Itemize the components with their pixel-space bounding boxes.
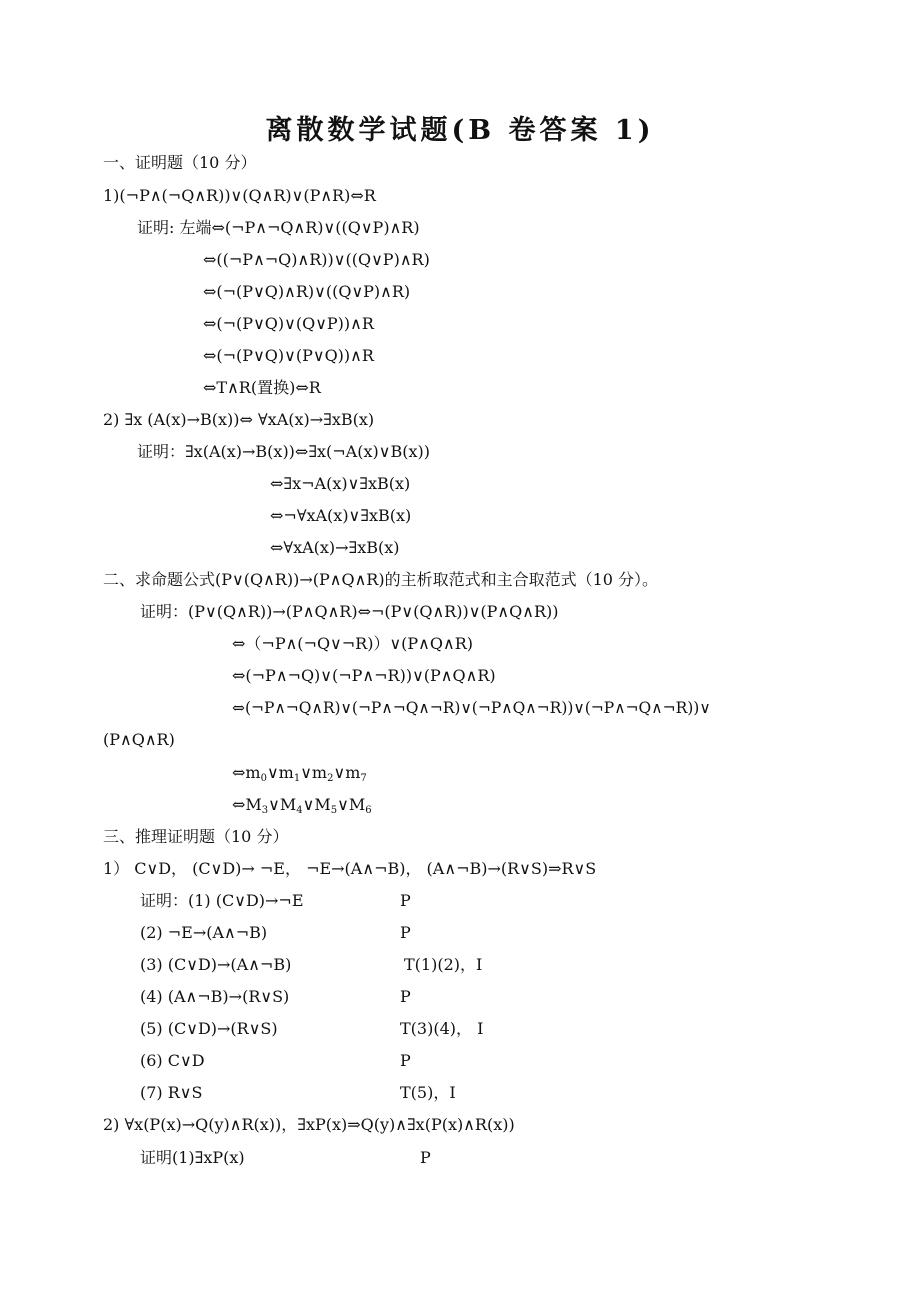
problem-1-step: ⇔(¬(P∨Q)∨(Q∨P))∧R bbox=[203, 314, 374, 333]
inference-2-statement: 2) ∀x(P(x)→Q(y)∧R(x))，∃xP(x)⇒Q(y)∧∃x(P(x)∧R(x)) bbox=[103, 1115, 515, 1134]
inference-1-row: (6) C∨D P bbox=[140, 1051, 411, 1070]
inference-reason: T(1)(2)，I bbox=[404, 955, 483, 974]
section-2-heading: 二、求命题公式(P∨(Q∧R))→(P∧Q∧R)的主析取范式和主合取范式（10 分）。 bbox=[103, 570, 659, 589]
inference-1-row: (2) ¬E→(A∧¬B) P bbox=[140, 923, 411, 942]
problem-2-step: 证明：∃x(A(x)→B(x))⇔∃x(¬A(x)∨B(x)) bbox=[137, 442, 430, 461]
problem-1-step: ⇔(¬(P∨Q)∧R)∨((Q∨P)∧R) bbox=[203, 282, 411, 301]
section-2-step: ⇔（¬P∧(¬Q∨¬R)）∨(P∧Q∧R) bbox=[232, 634, 474, 653]
problem-2-step: ⇔∃x¬A(x)∨∃xB(x) bbox=[270, 474, 411, 493]
problem-1-statement: 1)(¬P∧(¬Q∧R))∨(Q∧R)∨(P∧R)⇔R bbox=[103, 186, 376, 205]
inference-reason: P bbox=[400, 891, 411, 910]
section-2-step: ⇔(¬P∧¬Q)∨(¬P∧¬R))∨(P∧Q∧R) bbox=[232, 666, 496, 685]
inference-1-row: (5) (C∨D)→(R∨S) T(3)(4)， I bbox=[140, 1019, 484, 1038]
section-2-step: 证明：(P∨(Q∧R))→(P∧Q∧R)⇔¬(P∨(Q∧R))∨(P∧Q∧R)) bbox=[140, 602, 559, 621]
principal-conjunctive-form: $\Leftrightarrow M_3\vee M_4\vee M_5\vee M_6$ bbox=[232, 795, 372, 816]
inference-1-row: (7) R∨S T(5)，I bbox=[140, 1083, 456, 1102]
inference-1-row: 证明：(1) (C∨D)→¬E P bbox=[140, 891, 411, 910]
problem-1-step: 证明: 左端⇔(¬P∧¬Q∧R)∨((Q∨P)∧R) bbox=[137, 218, 420, 237]
inference-reason: P bbox=[400, 1051, 411, 1070]
inference-1-row: (3) (C∨D)→(A∧¬B) T(1)(2)，I bbox=[140, 955, 483, 974]
problem-1-step: ⇔((¬P∧¬Q)∧R))∨((Q∨P)∧R) bbox=[203, 250, 430, 269]
principal-disjunctive-form: $\Leftrightarrow m_0\vee m_1\vee m_2\vee m_7$ bbox=[232, 763, 367, 784]
inference-reason: P bbox=[400, 987, 411, 1006]
inference-1-statement: 1） C∨D， (C∨D)→ ¬E， ¬E→(A∧¬B)， (A∧¬B)→(R∨S)⇒R∨S bbox=[103, 859, 597, 878]
inference-1-row: (4) (A∧¬B)→(R∨S) P bbox=[140, 987, 411, 1006]
section-1-heading: 一、证明题（10 分） bbox=[103, 153, 257, 172]
inference-reason: P bbox=[400, 923, 411, 942]
section-2-step: ⇔(¬P∧¬Q∧R)∨(¬P∧¬Q∧¬R)∨(¬P∧Q∧¬R))∨(¬P∧¬Q∧¬R))∨ bbox=[232, 699, 711, 717]
problem-2-statement: 2) ∃x (A(x)→B(x))⇔ ∀xA(x)→∃xB(x) bbox=[103, 410, 375, 429]
problem-2-step: ⇔∀xA(x)→∃xB(x) bbox=[270, 538, 400, 557]
problem-1-step: ⇔(¬(P∨Q)∨(P∨Q))∧R bbox=[203, 346, 374, 365]
page-title: 离散数学试题(B 卷答案 1) bbox=[265, 115, 655, 146]
problem-2-step: ⇔¬∀xA(x)∨∃xB(x) bbox=[270, 506, 412, 525]
section-2-step: (P∧Q∧R) bbox=[103, 730, 175, 749]
inference-reason: T(5)，I bbox=[400, 1083, 456, 1102]
section-3-heading: 三、推理证明题（10 分） bbox=[103, 827, 289, 846]
inference-reason: P bbox=[420, 1148, 431, 1167]
problem-1-step: ⇔T∧R(置换)⇔R bbox=[203, 378, 321, 397]
inference-reason: T(3)(4)， I bbox=[400, 1019, 484, 1038]
inference-2-row: 证明(1)∃xP(x) P bbox=[140, 1148, 431, 1167]
